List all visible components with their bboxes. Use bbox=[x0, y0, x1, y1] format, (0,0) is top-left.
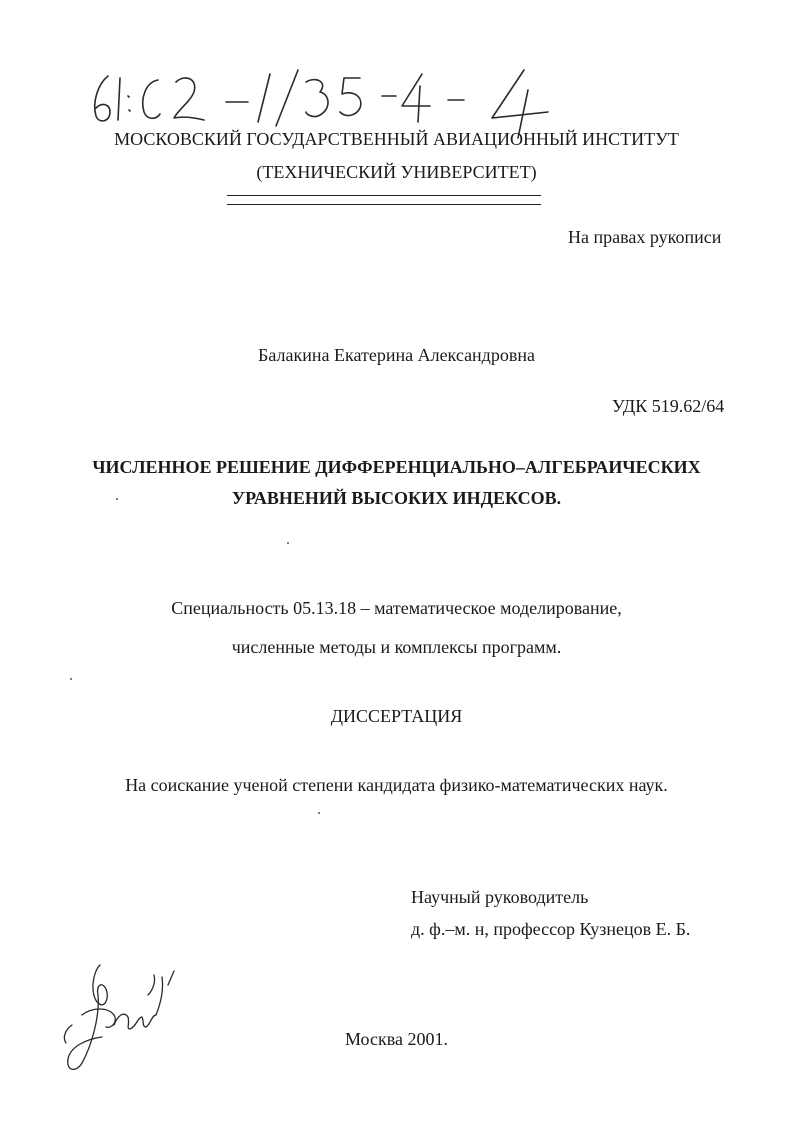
document-kind: ДИССЕРТАЦИЯ bbox=[330, 706, 463, 726]
header-divider-bottom bbox=[227, 204, 541, 205]
header-divider-top bbox=[227, 195, 541, 196]
author-name: Балакина Екатерина Александровна bbox=[258, 345, 535, 365]
specialty-line1: Специальность 05.13.18 – математическое моделирование, bbox=[171, 598, 622, 618]
city-year: Москва 2001. bbox=[345, 1029, 448, 1049]
supervisor-label: Научный руководитель bbox=[411, 887, 589, 907]
institute-name-line2: (ТЕХНИЧЕСКИЙ УНИВЕРСИТЕТ) bbox=[256, 162, 537, 182]
scan-speck bbox=[318, 812, 320, 814]
thesis-title-line2: УРАВНЕНИЙ ВЫСОКИХ ИНДЕКСОВ. bbox=[231, 488, 562, 508]
thesis-title-line1: ЧИСЛЕННОЕ РЕШЕНИЕ ДИФФЕРЕНЦИАЛЬНО–АЛГЕБРАИЧЕСКИХ bbox=[92, 457, 701, 477]
signature-drawing bbox=[52, 955, 182, 1080]
udc-code: УДК 519.62/64 bbox=[612, 396, 725, 416]
scan-speck bbox=[116, 498, 118, 500]
scan-speck bbox=[287, 542, 289, 544]
scan-speck bbox=[70, 678, 72, 680]
handwritten-signature bbox=[52, 955, 182, 1080]
supervisor-name: д. ф.–м. н, профессор Кузнецов Е. Б. bbox=[411, 919, 691, 939]
institute-name-line1: МОСКОВСКИЙ ГОСУДАРСТВЕННЫЙ АВИАЦИОННЫЙ ИНСТИТУТ bbox=[114, 129, 679, 149]
degree-statement: На соискание ученой степени кандидата физико-математических наук. bbox=[125, 775, 668, 795]
specialty-line2: численные методы и комплексы программ. bbox=[231, 637, 562, 657]
manuscript-rights: На правах рукописи bbox=[568, 227, 722, 247]
